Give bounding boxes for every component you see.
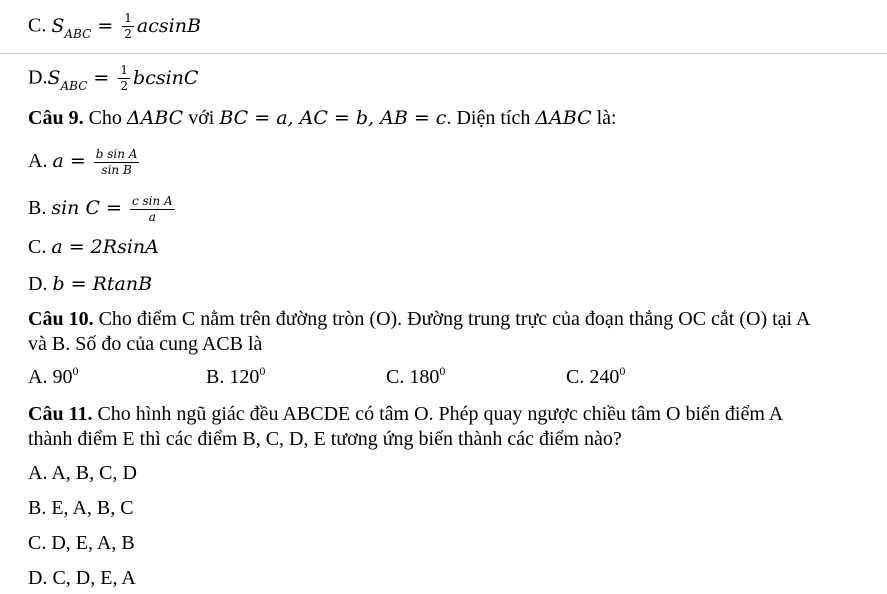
q10-option-a: A. $90^0$	[28, 364, 79, 388]
q11-option-b: B. E, A, B, C	[28, 497, 134, 519]
prev-option-c-formula: $S_{ABC}$ = $\frac{1}{2}$ acsinB	[51, 11, 201, 41]
q9-number: Câu 9.	[28, 107, 84, 129]
q11-stem-line1: Câu 11. Cho hình ngũ giác đều ABCDE có tâm O. Phép quay ngược chiều tâm O biến điểm A	[28, 403, 784, 425]
q10-stem-line1: Câu 10. Cho điểm C nằm trên đường tròn (O). Đường trung trực của đoạn thẳng OC cắt (O) tại A	[28, 308, 811, 330]
q9-option-d: D. b = RtanB	[28, 273, 153, 295]
q10-number: Câu 10.	[28, 308, 94, 330]
prev-option-d: $D.S_{ABC}$ = $\frac{1}{2}$ bcsinC	[28, 63, 199, 93]
q11-option-d: D. C, D, E, A	[28, 567, 136, 589]
q11-option-c: C. D, E, A, B	[28, 532, 135, 554]
prev-option-c: C. $S_{ABC}$ = $\frac{1}{2}$ acsinB	[28, 11, 201, 41]
q10-option-c: C. $180^0$	[386, 364, 446, 388]
q11-stem-line2: thành điểm E thì các điểm B, C, D, E tương ứng biến thành các điểm nào?	[28, 428, 622, 450]
prev-option-d-formula: $S_{ABC}$ = $\frac{1}{2}$ bcsinC	[47, 63, 199, 93]
q9-option-a: A. a = $\frac{\text{b sin A}}{\text{sin B}}$	[28, 147, 138, 177]
q9-option-c: C. a = 2RsinA	[28, 236, 159, 258]
page-divider	[0, 53, 887, 54]
q9-stem: Câu 9. Cho ΔABC với BC = a, AC = b, AB = c. Diện tích ΔABC là:	[28, 107, 617, 129]
q9-option-b: B. sin C = $\frac{\text{c sin A}}{a}$	[28, 194, 173, 224]
q11-option-a: A. A, B, C, D	[28, 462, 137, 484]
q11-number: Câu 11.	[28, 403, 93, 425]
q10-option-d: C. $240^0$	[566, 364, 626, 388]
q10-stem-line2: và B. Số đo của cung ACB là	[28, 333, 263, 355]
q10-option-b: B. $120^0$	[206, 364, 266, 388]
